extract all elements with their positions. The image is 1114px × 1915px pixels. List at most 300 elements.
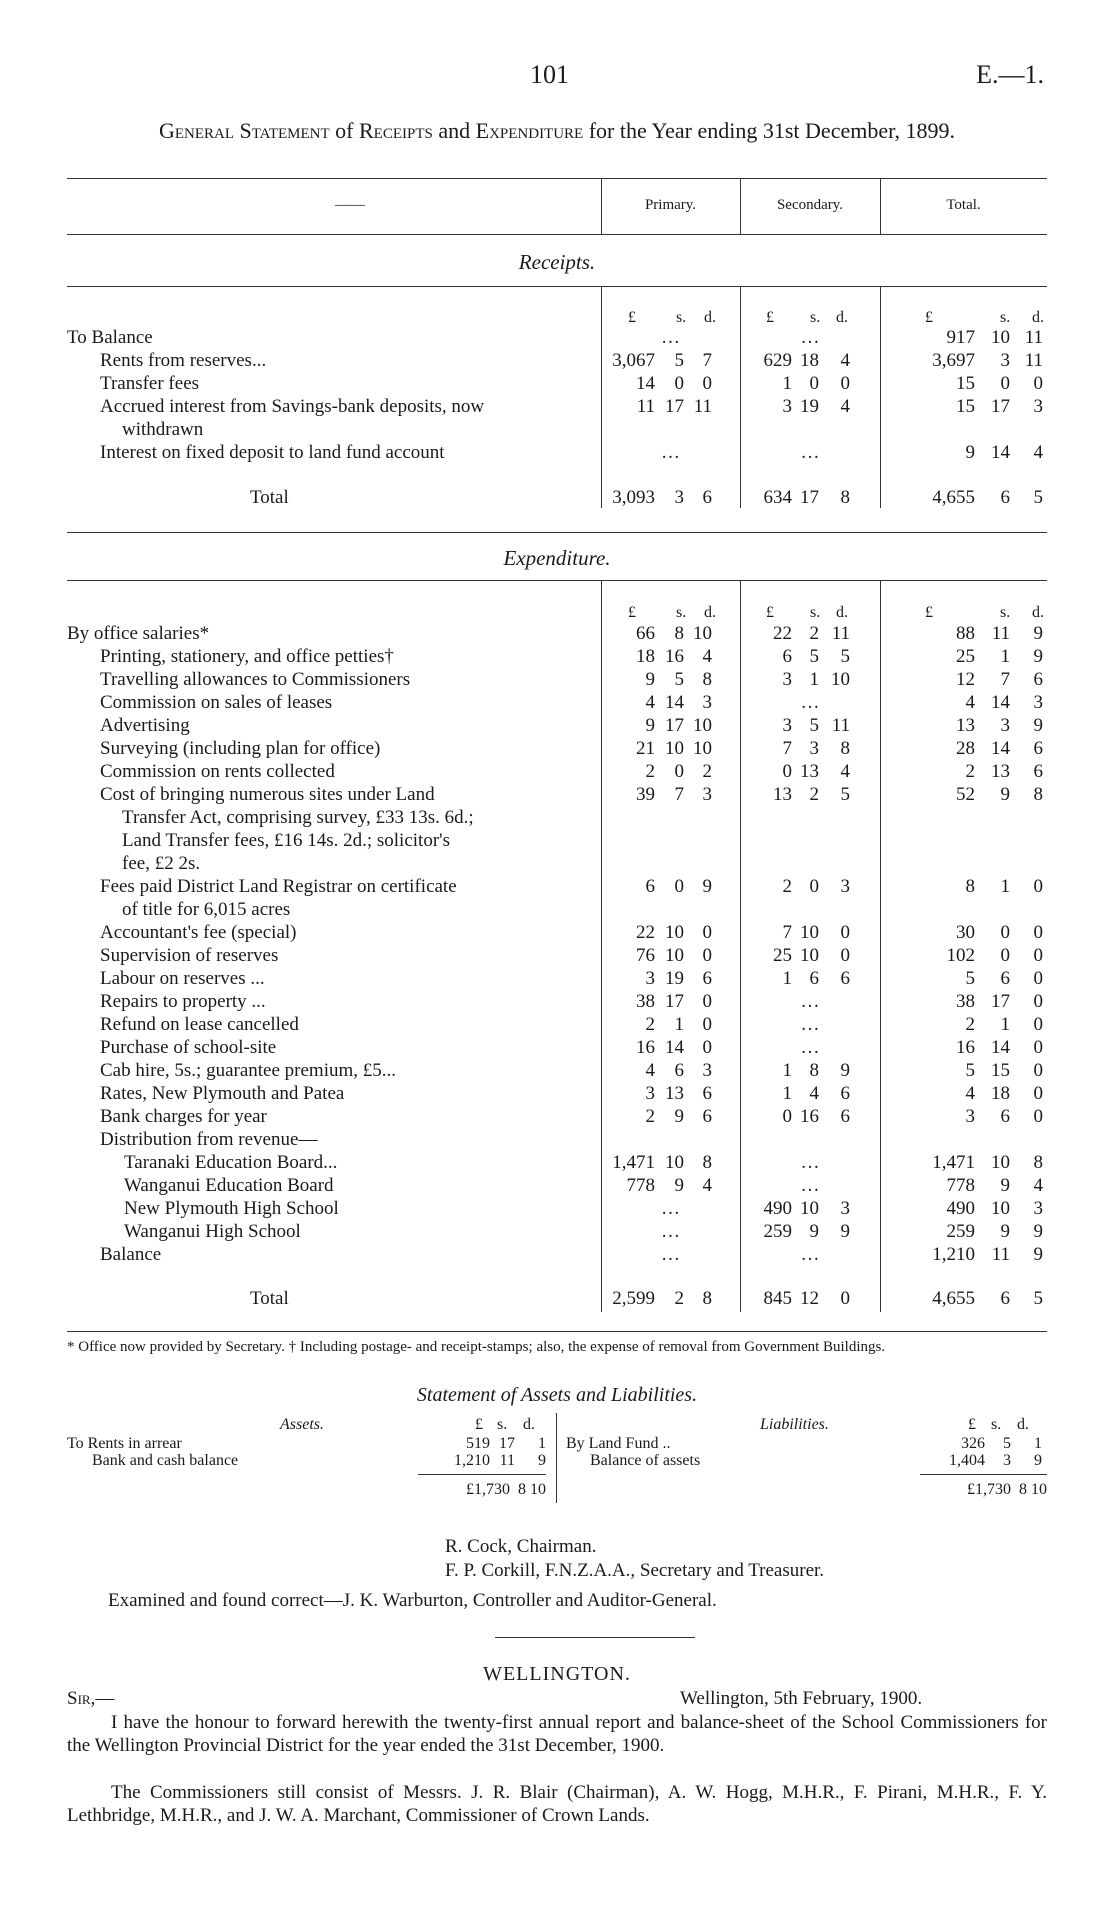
- total-pounds: 25: [956, 646, 975, 667]
- primary-shillings: 7: [674, 784, 684, 805]
- row-label: Rents from reserves...: [100, 350, 267, 371]
- secondary-value: …: [800, 327, 820, 348]
- total-pounds: 28: [956, 738, 975, 759]
- pounds: 326: [961, 1435, 985, 1452]
- secondary-shillings: 2: [809, 784, 819, 805]
- total-pounds: 38: [956, 991, 975, 1012]
- row-label: Wanganui Education Board: [124, 1175, 334, 1196]
- expenditure-heading: Expenditure.: [503, 546, 611, 570]
- letter-heading: WELLINGTON.: [483, 1663, 631, 1685]
- primary-pence: 0: [702, 373, 712, 394]
- title-part: Receipts: [359, 118, 433, 143]
- primary-shillings: 8: [674, 623, 684, 644]
- total-pounds: 4,655: [932, 1288, 975, 1309]
- assets-liabilities-heading: Statement of Assets and Liabilities.: [416, 1384, 698, 1406]
- primary-pounds: 38: [636, 991, 655, 1012]
- primary-pence: 3: [702, 1060, 712, 1081]
- total-pounds: 2: [965, 1014, 975, 1035]
- row-label: By office salaries*: [67, 623, 210, 644]
- primary-pence: 9: [702, 876, 712, 897]
- primary-shillings: 6: [674, 1060, 684, 1081]
- primary-pence: 6: [702, 968, 712, 989]
- secondary-pounds: 629: [763, 350, 792, 371]
- primary-shillings: 5: [674, 669, 684, 690]
- primary-shillings: 1: [674, 1014, 684, 1035]
- secondary-column-header: Secondary.: [776, 197, 844, 213]
- row-label: Advertising: [100, 715, 190, 736]
- assets-liabilities-divider: [556, 1413, 557, 1503]
- total-shillings: 17: [991, 396, 1010, 417]
- secondary-value: …: [800, 1152, 820, 1173]
- total-pounds: 15: [956, 396, 975, 417]
- expenditure-primary-pence-unit: d.: [704, 604, 716, 621]
- total-pence: 9: [1033, 1244, 1043, 1265]
- total-pence: 0: [1033, 1106, 1043, 1127]
- row-label: Transfer fees: [100, 373, 200, 394]
- pence: 9: [1034, 1452, 1042, 1469]
- total-pounds: 3,697: [932, 350, 975, 371]
- total-pence: 0: [1033, 373, 1043, 394]
- assets-total: £1,730 8 10: [466, 1481, 546, 1498]
- secondary-pounds: 1: [782, 373, 792, 394]
- total-pounds: 5: [965, 1060, 975, 1081]
- expenditure-secondary-pound-unit: £: [766, 604, 774, 621]
- primary-shillings: 9: [674, 1175, 684, 1196]
- primary-column-header: Primary.: [644, 197, 697, 213]
- shillings: 17: [499, 1435, 515, 1452]
- total-shillings: 6: [1000, 1106, 1010, 1127]
- secondary-pence: 5: [840, 646, 850, 667]
- primary-pence: 6: [702, 1106, 712, 1127]
- total-shillings: 17: [991, 991, 1010, 1012]
- total-label: Total: [250, 487, 289, 508]
- secondary-pence: 11: [831, 623, 850, 644]
- secondary-pence: 0: [840, 922, 850, 943]
- total-pence: 3: [1033, 692, 1043, 713]
- total-pounds: 917: [946, 327, 975, 348]
- header-bottom-rule: [67, 234, 1047, 235]
- table-bottom-rule: [67, 1331, 1047, 1332]
- total-pounds: 102: [946, 945, 975, 966]
- primary-value: …: [661, 1221, 680, 1242]
- receipts-total-shilling-unit: s.: [1000, 309, 1011, 326]
- asset-liability-label: Bank and cash balance: [92, 1452, 239, 1469]
- secondary-shillings: 6: [809, 968, 819, 989]
- secondary-shillings: 10: [800, 945, 819, 966]
- secondary-pence: 8: [840, 738, 850, 759]
- secondary-pounds: 22: [773, 623, 792, 644]
- secondary-pence: 3: [840, 876, 850, 897]
- primary-shillings: 16: [665, 646, 684, 667]
- total-column-header: Total.: [946, 197, 981, 213]
- secondary-pounds: 3: [782, 396, 792, 417]
- secondary-shillings: 10: [800, 922, 819, 943]
- section-separator: [495, 1637, 695, 1638]
- total-shillings: 6: [1000, 968, 1010, 989]
- secondary-shillings: 5: [809, 646, 819, 667]
- primary-pounds: 22: [636, 922, 655, 943]
- total-shillings: 6: [1000, 1288, 1010, 1309]
- secondary-value: …: [800, 1244, 820, 1265]
- assets-shilling-unit: s.: [497, 1416, 508, 1433]
- primary-value: …: [661, 442, 680, 463]
- expenditure-secondary-pence-unit: d.: [836, 604, 848, 621]
- primary-shillings: 13: [665, 1083, 684, 1104]
- total-pounds: 3: [965, 1106, 975, 1127]
- liabilities-total: £1,730 8 10: [967, 1481, 1047, 1498]
- row-label: Balance: [100, 1244, 162, 1265]
- secondary-pounds: 13: [773, 784, 792, 805]
- total-pence: 9: [1033, 1221, 1043, 1242]
- total-shillings: 14: [991, 1037, 1010, 1058]
- secondary-pence: 9: [840, 1060, 850, 1081]
- primary-pounds: 4: [645, 692, 655, 713]
- row-label: Supervision of reserves: [100, 945, 279, 966]
- secondary-shillings: 8: [809, 1060, 819, 1081]
- document-code: E.—1.: [976, 60, 1044, 89]
- total-pence: 0: [1033, 922, 1043, 943]
- row-label: fee, £2 2s.: [122, 853, 201, 874]
- primary-pence: 10: [693, 715, 712, 736]
- secondary-shillings: 9: [809, 1221, 819, 1242]
- total-pounds: 2: [965, 761, 975, 782]
- row-label: Fees paid District Land Registrar on certificate: [100, 876, 457, 897]
- secondary-pounds: 1: [782, 1060, 792, 1081]
- secondary-pence: 11: [831, 715, 850, 736]
- row-label: Taranaki Education Board...: [124, 1152, 338, 1173]
- total-pence: 3: [1033, 1198, 1043, 1219]
- secondary-pounds: 25: [773, 945, 792, 966]
- total-shillings: 10: [991, 327, 1010, 348]
- table-top-rule: [67, 178, 1047, 179]
- secondary-value: …: [800, 1175, 820, 1196]
- secondary-shillings: 12: [800, 1288, 819, 1309]
- secondary-value: …: [800, 991, 820, 1012]
- title-part: General Statement: [158, 118, 330, 143]
- secondary-shillings: 0: [809, 373, 819, 394]
- secondary-pence: 9: [840, 1221, 850, 1242]
- assets-pence-unit: d.: [523, 1416, 535, 1433]
- row-label: To Balance: [67, 327, 153, 348]
- total-pence: 0: [1033, 1083, 1043, 1104]
- secondary-shillings: 16: [800, 1106, 819, 1127]
- primary-pounds: 3,093: [612, 487, 655, 508]
- pounds: 1,210: [454, 1452, 490, 1469]
- primary-pence: 10: [693, 738, 712, 759]
- pence: 1: [1034, 1435, 1042, 1452]
- receipts-secondary-pound-unit: £: [766, 309, 774, 326]
- row-label: Interest on fixed deposit to land fund account: [100, 442, 445, 463]
- receipts-primary-shilling-unit: s.: [676, 309, 687, 326]
- secondary-shillings: 1: [809, 669, 819, 690]
- primary-pence: 8: [702, 1152, 712, 1173]
- shillings: 3: [1003, 1452, 1011, 1469]
- total-pence: 8: [1033, 784, 1043, 805]
- primary-pence: 3: [702, 692, 712, 713]
- secondary-pence: 6: [840, 1083, 850, 1104]
- secondary-pence: 3: [840, 1198, 850, 1219]
- row-label: Accrued interest from Savings-bank deposits, now: [100, 396, 485, 417]
- total-shillings: 15: [991, 1060, 1010, 1081]
- total-pounds: 8: [965, 876, 975, 897]
- primary-pounds: 2: [645, 1106, 655, 1127]
- row-label: Surveying (including plan for office): [100, 738, 381, 759]
- primary-pence: 6: [702, 487, 712, 508]
- primary-pence: 0: [702, 1014, 712, 1035]
- expenditure-total-shilling-unit: s.: [1000, 604, 1011, 621]
- total-shillings: 7: [1000, 669, 1010, 690]
- assets-pound-unit: £: [475, 1416, 483, 1433]
- total-pounds: 259: [946, 1221, 975, 1242]
- total-pence: 6: [1033, 669, 1043, 690]
- row-label: Printing, stationery, and office petties†: [100, 646, 394, 667]
- total-shillings: 0: [1000, 922, 1010, 943]
- primary-pounds: 3: [645, 1083, 655, 1104]
- pounds: 1,404: [949, 1452, 985, 1469]
- secondary-value: …: [800, 442, 820, 463]
- secondary-pounds: 7: [782, 922, 792, 943]
- total-shillings: 13: [991, 761, 1010, 782]
- assets-label: Assets.: [280, 1416, 324, 1433]
- total-pence: 0: [1033, 876, 1043, 897]
- total-shillings: 9: [1000, 1221, 1010, 1242]
- primary-pounds: 6: [645, 876, 655, 897]
- chairman-signature: R. Cock, Chairman.: [445, 1536, 597, 1557]
- secondary-value: …: [800, 1037, 820, 1058]
- secondary-pence: 4: [840, 761, 850, 782]
- secondary-value: …: [800, 692, 820, 713]
- primary-pounds: 21: [636, 738, 655, 759]
- primary-pounds: 2,599: [612, 1288, 655, 1309]
- primary-pounds: 2: [645, 761, 655, 782]
- primary-pence: 4: [702, 1175, 712, 1196]
- secondary-pounds: 1: [782, 1083, 792, 1104]
- primary-pence: 2: [702, 761, 712, 782]
- expenditure-total-pound-unit: £: [925, 604, 933, 621]
- footnote: * Office now provided by Secretary. † Including postage- and receipt-stamps; also, the expense of removal from Government Buildings.: [67, 1339, 886, 1355]
- receipts-primary-pound-unit: £: [628, 309, 636, 326]
- row-label: New Plymouth High School: [124, 1198, 339, 1219]
- secondary-pounds: 7: [782, 738, 792, 759]
- primary-pence: 11: [693, 396, 712, 417]
- pounds: 519: [466, 1435, 490, 1452]
- letter-salutation: Sir,—: [67, 1688, 115, 1709]
- row-label: Accountant's fee (special): [100, 922, 297, 943]
- expenditure-primary-pound-unit: £: [628, 604, 636, 621]
- secondary-shillings: 0: [809, 876, 819, 897]
- total-pence: 9: [1033, 646, 1043, 667]
- total-label: Total: [250, 1288, 289, 1309]
- row-label: of title for 6,015 acres: [122, 899, 291, 920]
- total-pounds: 4: [965, 692, 975, 713]
- total-pounds: 4,655: [932, 487, 975, 508]
- primary-pounds: 16: [636, 1037, 655, 1058]
- primary-pounds: 2: [645, 1014, 655, 1035]
- title-part: and: [438, 118, 471, 143]
- total-pounds: 13: [956, 715, 975, 736]
- primary-pence: 7: [702, 350, 712, 371]
- page-number: 101: [530, 60, 569, 89]
- receipts-end-rule: [67, 532, 1047, 533]
- asset-liability-label: To Rents in arrear: [67, 1435, 182, 1452]
- primary-shillings: 10: [665, 1152, 684, 1173]
- primary-pounds: 4: [645, 1060, 655, 1081]
- shillings: 5: [1003, 1435, 1011, 1452]
- row-label: Purchase of school-site: [100, 1037, 277, 1058]
- total-pence: 0: [1033, 1060, 1043, 1081]
- receipts-rule: [67, 286, 1047, 287]
- expenditure-rule: [67, 580, 1047, 581]
- row-label: Commission on rents collected: [100, 761, 335, 782]
- primary-shillings: 5: [674, 350, 684, 371]
- secondary-pounds: 1: [782, 968, 792, 989]
- total-pence: 11: [1024, 327, 1043, 348]
- pence: 1: [538, 1435, 546, 1452]
- receipts-primary-pence-unit: d.: [704, 309, 716, 326]
- total-pounds: 30: [956, 922, 975, 943]
- total-pence: 9: [1033, 715, 1043, 736]
- secondary-pounds: 259: [763, 1221, 792, 1242]
- secondary-shillings: 4: [809, 1083, 819, 1104]
- total-pence: 5: [1033, 1288, 1043, 1309]
- primary-shillings: 17: [665, 991, 684, 1012]
- primary-shillings: 2: [674, 1288, 684, 1309]
- secondary-pounds: 3: [782, 715, 792, 736]
- secondary-shillings: 5: [809, 715, 819, 736]
- primary-shillings: 14: [665, 1037, 684, 1058]
- primary-pence: 4: [702, 646, 712, 667]
- assets-total-rule: [418, 1474, 546, 1475]
- secondary-shillings: 3: [809, 738, 819, 759]
- row-label: Rates, New Plymouth and Patea: [100, 1083, 345, 1104]
- secondary-shillings: 10: [800, 1198, 819, 1219]
- primary-pounds: 778: [626, 1175, 655, 1196]
- primary-shillings: 10: [665, 922, 684, 943]
- secondary-pence: 10: [831, 669, 850, 690]
- total-pence: 0: [1033, 1014, 1043, 1035]
- total-shillings: 1: [1000, 876, 1010, 897]
- liabilities-pound-unit: £: [968, 1416, 976, 1433]
- row-label: Commission on sales of leases: [100, 692, 333, 713]
- primary-shillings: 10: [665, 945, 684, 966]
- primary-pounds: 3,067: [612, 350, 655, 371]
- blank-column-header: ——: [335, 197, 365, 213]
- total-pence: 6: [1033, 738, 1043, 759]
- row-label: Labour on reserves ...: [100, 968, 265, 989]
- primary-pence: 0: [702, 1037, 712, 1058]
- primary-shillings: 10: [665, 738, 684, 759]
- total-pounds: 5: [965, 968, 975, 989]
- total-pence: 11: [1024, 350, 1043, 371]
- primary-pounds: 9: [645, 715, 655, 736]
- secondary-pence: 0: [840, 373, 850, 394]
- secondary-pence: 6: [840, 968, 850, 989]
- total-pounds: 15: [956, 373, 975, 394]
- receipts-heading: Receipts.: [518, 250, 596, 274]
- shillings: 11: [499, 1452, 515, 1469]
- total-pence: 0: [1033, 991, 1043, 1012]
- secondary-value: …: [800, 1014, 820, 1035]
- letter-paragraph-1: I have the honour to forward herewith the twenty-first annual report and balance-sheet of the School Commissioners for the Wellington Provincial District for the year ended the 31st December, 1900.: [67, 1712, 1047, 1756]
- title-part: Expenditure: [475, 118, 584, 143]
- secondary-pence: 4: [840, 350, 850, 371]
- total-pounds: 1,471: [932, 1152, 975, 1173]
- letter-paragraph-2: The Commissioners still consist of Messrs. J. R. Blair (Chairman), A. W. Hogg, M.H.R., F. Pirani, M.H.R., F. Y. Lethbridge, M.H.R., and J. W. A. Marchant, Commissioner of Crown Lands.: [67, 1782, 1047, 1826]
- pence: 9: [538, 1452, 546, 1469]
- total-shillings: 0: [1000, 945, 1010, 966]
- total-shillings: 0: [1000, 373, 1010, 394]
- total-shillings: 3: [1000, 715, 1010, 736]
- total-shillings: 14: [991, 442, 1010, 463]
- primary-shillings: 0: [674, 373, 684, 394]
- primary-shillings: 9: [674, 1106, 684, 1127]
- secondary-pence: 5: [840, 784, 850, 805]
- title-part: for the Year ending 31st December, 1899.: [588, 118, 956, 143]
- secretary-signature: F. P. Corkill, F.N.Z.A.A., Secretary and Treasurer.: [445, 1560, 825, 1581]
- primary-shillings: 0: [674, 761, 684, 782]
- total-pounds: 778: [946, 1175, 975, 1196]
- secondary-pounds: 0: [782, 1106, 792, 1127]
- primary-pounds: 14: [636, 373, 655, 394]
- primary-shillings: 3: [674, 487, 684, 508]
- total-pence: 0: [1033, 968, 1043, 989]
- primary-shillings: 14: [665, 692, 684, 713]
- primary-value: …: [661, 1198, 680, 1219]
- primary-value: …: [661, 1244, 680, 1265]
- row-label: Refund on lease cancelled: [100, 1014, 299, 1035]
- total-shillings: 10: [991, 1198, 1010, 1219]
- primary-pence: 8: [702, 669, 712, 690]
- liabilities-total-rule: [920, 1474, 1047, 1475]
- expenditure-secondary-shilling-unit: s.: [810, 604, 821, 621]
- total-shillings: 9: [1000, 1175, 1010, 1196]
- secondary-shillings: 13: [800, 761, 819, 782]
- secondary-shillings: 19: [800, 396, 819, 417]
- total-shillings: 10: [991, 1152, 1010, 1173]
- row-label: Repairs to property ...: [100, 991, 266, 1012]
- secondary-pounds: 634: [763, 487, 792, 508]
- total-pence: 4: [1033, 1175, 1043, 1196]
- asset-liability-label: By Land Fund ..: [566, 1435, 671, 1452]
- primary-shillings: 17: [665, 715, 684, 736]
- primary-value: …: [661, 327, 680, 348]
- total-pounds: 1,210: [932, 1244, 975, 1265]
- secondary-shillings: 18: [800, 350, 819, 371]
- total-pounds: 9: [965, 442, 975, 463]
- primary-shillings: 17: [665, 396, 684, 417]
- total-pounds: 12: [956, 669, 975, 690]
- primary-shillings: 0: [674, 876, 684, 897]
- total-shillings: 9: [1000, 784, 1010, 805]
- row-label: Land Transfer fees, £16 14s. 2d.; solicitor's: [122, 830, 450, 851]
- primary-pence: 0: [702, 991, 712, 1012]
- primary-pounds: 76: [636, 945, 655, 966]
- secondary-pence: 4: [840, 396, 850, 417]
- total-pounds: 52: [956, 784, 975, 805]
- title-part: of: [335, 118, 354, 143]
- secondary-pence: 6: [840, 1106, 850, 1127]
- primary-pounds: 3: [645, 968, 655, 989]
- total-shillings: 14: [991, 692, 1010, 713]
- row-label: Travelling allowances to Commissioners: [100, 669, 411, 690]
- primary-pounds: 11: [636, 396, 655, 417]
- asset-liability-label: Balance of assets: [590, 1452, 701, 1469]
- row-label: Bank charges for year: [100, 1106, 267, 1127]
- secondary-pounds: 3: [782, 669, 792, 690]
- total-shillings: 6: [1000, 487, 1010, 508]
- receipts-secondary-shilling-unit: s.: [810, 309, 821, 326]
- row-label: Cab hire, 5s.; guarantee premium, £5...: [100, 1060, 397, 1081]
